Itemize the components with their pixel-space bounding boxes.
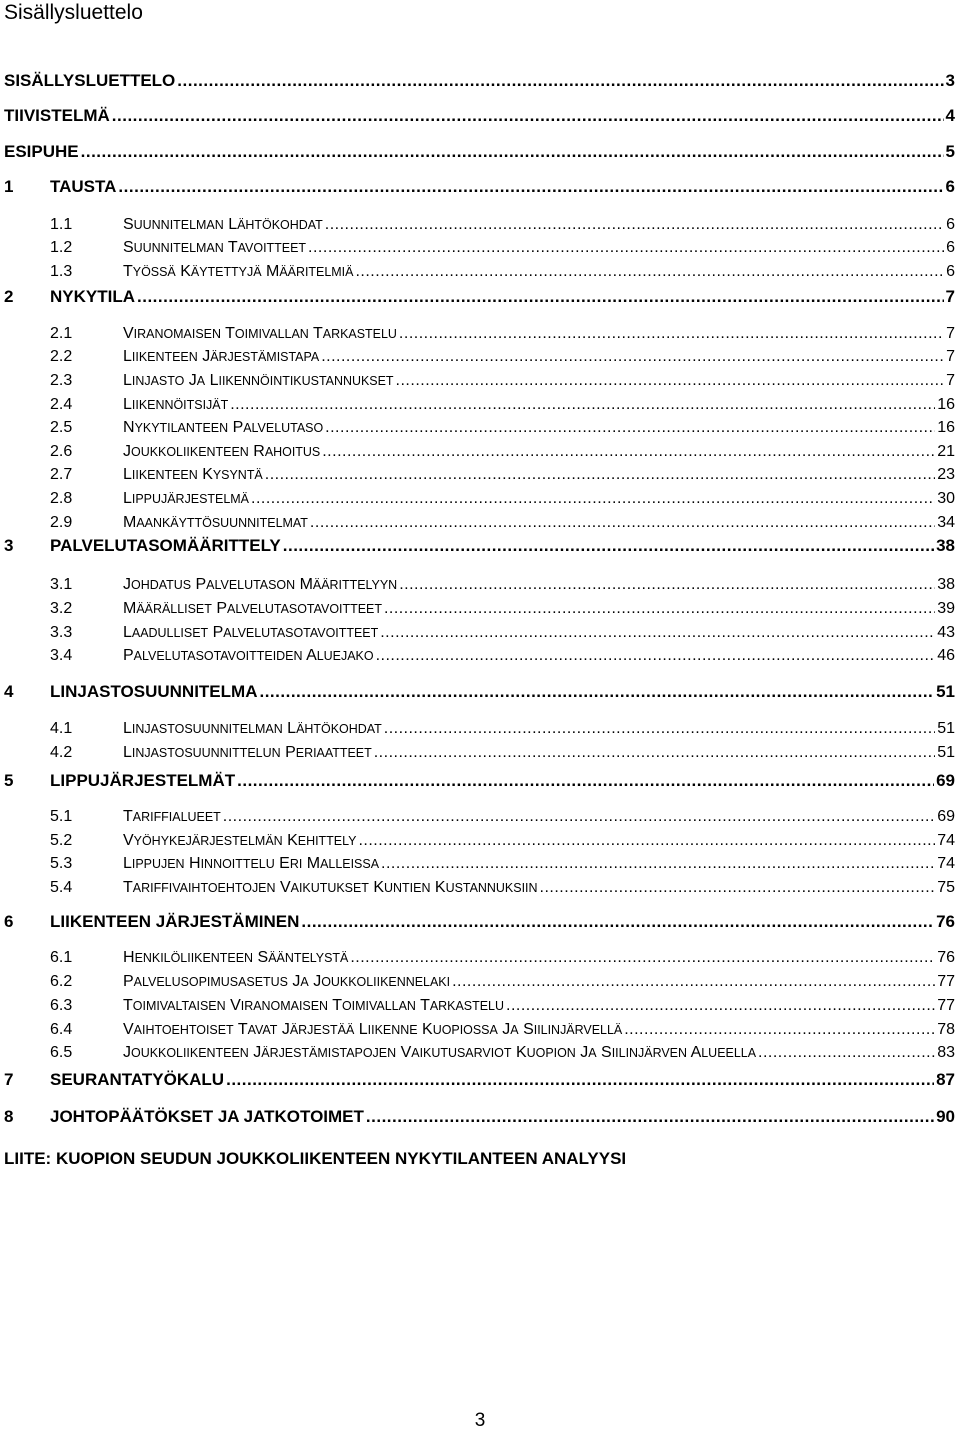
dot-leader bbox=[366, 1106, 934, 1128]
toc-entry-page: 69 bbox=[936, 771, 955, 790]
toc-entry[interactable] bbox=[0, 806, 955, 828]
toc-entry-page: 7 bbox=[946, 348, 955, 365]
toc-entry[interactable] bbox=[0, 370, 955, 392]
toc-entry-title: TYÖSSÄ KÄYTETTYJÄ MÄÄRITELMIÄ bbox=[123, 263, 354, 280]
dot-leader bbox=[355, 261, 944, 283]
dot-leader bbox=[177, 70, 943, 92]
toc-entry-number: 2 bbox=[4, 287, 14, 306]
toc-entry-number: 5 bbox=[4, 771, 14, 790]
toc-entry-title: LINJASTOSUUNNITELMA bbox=[50, 682, 258, 701]
toc-entry[interactable] bbox=[0, 622, 955, 644]
toc-entry[interactable] bbox=[0, 681, 955, 703]
toc-entry-page: 6 bbox=[946, 239, 955, 256]
toc-entry-number: 2.5 bbox=[50, 419, 73, 436]
toc-entry-page: 74 bbox=[937, 855, 955, 872]
toc-entry-title: MÄÄRÄLLISET PALVELUTASOTAVOITTEET bbox=[123, 600, 382, 617]
dot-leader bbox=[283, 535, 934, 557]
toc-entry[interactable] bbox=[0, 323, 955, 345]
toc-entry-page: 74 bbox=[937, 832, 955, 849]
dot-leader bbox=[376, 645, 936, 667]
toc-entry[interactable] bbox=[0, 512, 955, 534]
page-heading: Sisällysluettelo bbox=[4, 1, 143, 24]
toc-entry-title: LIIKENTEEN JÄRJESTÄMINEN bbox=[50, 912, 300, 931]
toc-entry-number: 3.1 bbox=[50, 576, 73, 593]
appendix-title: LIITE: KUOPION SEUDUN JOUKKOLIIKENTEEN NYKYTILANTEEN ANALYYSI bbox=[4, 1149, 627, 1168]
toc-entry-number: 4 bbox=[4, 682, 14, 701]
toc-entry-title: LIPPUJEN HINNOITTELU ERI MALLEISSA bbox=[123, 855, 380, 872]
toc-entry-number: 5.3 bbox=[50, 855, 73, 872]
toc-entry-page: 30 bbox=[937, 490, 955, 507]
dot-leader bbox=[399, 323, 944, 345]
dot-leader bbox=[452, 971, 935, 993]
dot-leader bbox=[325, 214, 944, 236]
dot-leader bbox=[374, 742, 935, 764]
toc-entry-number: 5.4 bbox=[50, 879, 73, 896]
toc-entry[interactable] bbox=[0, 598, 955, 620]
toc-entry-title: ESIPUHE bbox=[4, 142, 79, 161]
toc-entry-page: 6 bbox=[945, 177, 955, 196]
dot-leader bbox=[308, 237, 944, 259]
toc-entry[interactable] bbox=[0, 535, 955, 557]
toc-entry[interactable] bbox=[0, 105, 955, 127]
toc-entry-title: LIIKENTEEN JÄRJESTÄMISTAPA bbox=[123, 348, 320, 365]
dot-leader bbox=[251, 488, 935, 510]
toc-entry[interactable] bbox=[0, 574, 955, 596]
toc-entry-number: 4.1 bbox=[50, 720, 73, 737]
toc-entry-page: 51 bbox=[937, 720, 955, 737]
toc-entry-page: 7 bbox=[946, 372, 955, 389]
toc-entry-number: 1 bbox=[4, 177, 14, 196]
toc-entry[interactable] bbox=[0, 1042, 955, 1064]
dot-leader bbox=[226, 1069, 934, 1091]
toc-entry-number: 3.2 bbox=[50, 600, 73, 617]
toc-entry-title: PALVELUTASOTAVOITTEIDEN ALUEJAKO bbox=[123, 647, 374, 664]
toc-entry[interactable] bbox=[0, 417, 955, 439]
dot-leader bbox=[265, 464, 935, 486]
toc-entry[interactable] bbox=[0, 1106, 955, 1128]
toc-entry-title: NYKYTILA bbox=[50, 287, 135, 306]
toc-entry-page: 7 bbox=[946, 325, 955, 342]
dot-leader bbox=[624, 1019, 935, 1041]
toc-entry-number: 2.1 bbox=[50, 325, 73, 342]
toc-entry[interactable] bbox=[0, 141, 955, 163]
toc-entry-title: TARIFFIVAIHTOEHTOJEN VAIKUTUKSET KUNTIEN KUSTANNUKSIIN bbox=[123, 879, 538, 896]
toc-entry-title: LIIKENNÖITSIJÄT bbox=[123, 396, 229, 413]
toc-entry[interactable] bbox=[0, 971, 955, 993]
dot-leader bbox=[137, 286, 944, 308]
dot-leader bbox=[112, 105, 944, 127]
dot-leader bbox=[506, 995, 935, 1017]
toc-entry-title: SUUNNITELMAN TAVOITTEET bbox=[123, 239, 307, 256]
toc-entry[interactable] bbox=[0, 488, 955, 510]
toc-entry[interactable] bbox=[0, 770, 955, 792]
toc-entry-page: 21 bbox=[937, 443, 955, 460]
toc-entry-number: 6.2 bbox=[50, 973, 73, 990]
toc-entry-title: SEURANTATYÖKALU bbox=[50, 1070, 225, 1089]
dot-leader bbox=[230, 394, 935, 416]
page-number: 3 bbox=[474, 1410, 486, 1431]
toc-entry-number: 6.3 bbox=[50, 997, 73, 1014]
dot-leader bbox=[237, 770, 934, 792]
dot-leader bbox=[358, 830, 935, 852]
toc-entry-title: VYÖHYKEJÄRJESTELMÄN KEHITTELY bbox=[123, 832, 357, 849]
toc-entry-page: 6 bbox=[946, 263, 955, 280]
toc-entry-number: 5.1 bbox=[50, 808, 73, 825]
toc-entry-number: 4.2 bbox=[50, 744, 73, 761]
dot-leader bbox=[223, 806, 935, 828]
toc-entry-page: 77 bbox=[937, 997, 955, 1014]
toc-entry-page: 83 bbox=[937, 1044, 955, 1061]
toc-entry[interactable] bbox=[0, 261, 955, 283]
toc-entry-number: 7 bbox=[4, 1070, 14, 1089]
toc-entry-page: 75 bbox=[937, 879, 955, 896]
toc-entry[interactable] bbox=[0, 214, 955, 236]
toc-entry-number: 6.4 bbox=[50, 1021, 73, 1038]
toc-entry-number: 6 bbox=[4, 912, 14, 931]
toc-entry-page: 39 bbox=[937, 600, 955, 617]
toc-entry-title: JOUKKOLIIKENTEEN JÄRJESTÄMISTAPOJEN VAIKUTUSARVIOT KUOPION JA SIILINJÄRVEN ALUEELLA bbox=[123, 1044, 757, 1061]
toc-entry[interactable] bbox=[0, 237, 955, 259]
toc-entry-number: 3.4 bbox=[50, 647, 73, 664]
toc-entry-page: 43 bbox=[937, 624, 955, 641]
toc-entry-page: 38 bbox=[936, 536, 955, 555]
dot-leader bbox=[540, 877, 936, 899]
toc-entry-page: 38 bbox=[937, 576, 955, 593]
toc-entry-number: 1.3 bbox=[50, 263, 73, 280]
toc-entry-page: 16 bbox=[937, 396, 955, 413]
toc-entry-number: 3 bbox=[4, 536, 14, 555]
toc-entry[interactable] bbox=[0, 286, 955, 308]
toc-entry-page: 76 bbox=[937, 949, 955, 966]
toc-entry-page: 51 bbox=[936, 682, 955, 701]
toc-entry[interactable] bbox=[0, 853, 955, 875]
toc-entry[interactable] bbox=[0, 441, 955, 463]
dot-leader bbox=[384, 718, 935, 740]
toc-entry-title: VIRANOMAISEN TOIMIVALLAN TARKASTELU bbox=[123, 325, 397, 342]
dot-leader bbox=[396, 370, 945, 392]
toc-entry-title: LINJASTO JA LIIKENNÖINTIKUSTANNUKSET bbox=[123, 372, 394, 389]
toc-entry-number: 5.2 bbox=[50, 832, 73, 849]
toc-entry-page: 3 bbox=[945, 71, 955, 90]
toc-entry-title: NYKYTILANTEEN PALVELUTASO bbox=[123, 419, 324, 436]
toc-entry[interactable] bbox=[0, 911, 955, 933]
dot-leader bbox=[118, 176, 943, 198]
toc-entry[interactable] bbox=[0, 176, 955, 198]
toc-entry[interactable] bbox=[0, 947, 955, 969]
toc-entry-title: VAIHTOEHTOISET TAVAT JÄRJESTÄÄ LIIKENNE KUOPIOSSA JA SIILINJÄRVELLÄ bbox=[123, 1021, 623, 1038]
toc-entry-title: LIPPUJÄRJESTELMÄ bbox=[123, 490, 250, 507]
toc-entry[interactable] bbox=[0, 464, 955, 486]
toc-entry[interactable] bbox=[0, 70, 955, 92]
toc-entry[interactable] bbox=[0, 877, 955, 899]
toc-entry-title: PALVELUTASOMÄÄRITTELY bbox=[50, 536, 281, 555]
dot-leader bbox=[399, 574, 935, 596]
dot-leader bbox=[81, 141, 944, 163]
toc-entry-page: 87 bbox=[936, 1070, 955, 1089]
toc-entry-page: 76 bbox=[936, 912, 955, 931]
toc-entry-title: LINJASTOSUUNNITELMAN LÄHTÖKOHDAT bbox=[123, 720, 382, 737]
toc-entry-number: 2.2 bbox=[50, 348, 73, 365]
toc-entry-title: TOIMIVALTAISEN VIRANOMAISEN TOIMIVALLAN TARKASTELU bbox=[123, 997, 504, 1014]
toc-entry[interactable] bbox=[0, 394, 955, 416]
toc-entry-number: 2.6 bbox=[50, 443, 73, 460]
toc-entry-page: 51 bbox=[937, 744, 955, 761]
toc-entry-title: TAUSTA bbox=[50, 177, 117, 196]
toc-entry-title: PALVELUSOPIMUSASETUS JA JOUKKOLIIKENNELAKI bbox=[123, 973, 451, 990]
toc-entry-number: 1.2 bbox=[50, 239, 73, 256]
dot-leader bbox=[384, 598, 935, 620]
toc-entry-title: JOHTOPÄÄTÖKSET JA JATKOTOIMET bbox=[50, 1107, 364, 1126]
toc-entry[interactable] bbox=[0, 995, 955, 1017]
dot-leader bbox=[321, 346, 944, 368]
toc-entry-title: LINJASTOSUUNNITTELUN PERIAATTEET bbox=[123, 744, 372, 761]
toc-entry-title: LIPPUJÄRJESTELMÄT bbox=[50, 771, 236, 790]
toc-entry-number: 3.3 bbox=[50, 624, 73, 641]
toc-entry-number: 2.4 bbox=[50, 396, 73, 413]
toc-entry-title: LAADULLISET PALVELUTASOTAVOITTEET bbox=[123, 624, 379, 641]
toc-entry-number: 2.3 bbox=[50, 372, 73, 389]
toc-entry-title: SUUNNITELMAN LÄHTÖKOHDAT bbox=[123, 216, 323, 233]
dot-leader bbox=[380, 622, 935, 644]
toc-entry-title: MAANKÄYTTÖSUUNNITELMAT bbox=[123, 514, 308, 531]
dot-leader bbox=[381, 853, 935, 875]
toc-entry-page: 77 bbox=[937, 973, 955, 990]
toc-entry[interactable] bbox=[0, 1019, 955, 1041]
toc-entry-page: 5 bbox=[945, 142, 955, 161]
dot-leader bbox=[301, 911, 934, 933]
toc-entry-page: 90 bbox=[936, 1107, 955, 1126]
toc-entry-page: 23 bbox=[937, 466, 955, 483]
toc-entry-number: 2.8 bbox=[50, 490, 73, 507]
toc-entry-title: JOUKKOLIIKENTEEN RAHOITUS bbox=[123, 443, 321, 460]
toc-entry-page: 6 bbox=[946, 216, 955, 233]
toc-entry-page: 16 bbox=[937, 419, 955, 436]
toc-entry-number: 2.9 bbox=[50, 514, 73, 531]
toc-entry-number: 6.1 bbox=[50, 949, 73, 966]
dot-leader bbox=[322, 441, 935, 463]
toc-entry-number: 8 bbox=[4, 1107, 14, 1126]
toc-entry-page: 78 bbox=[937, 1021, 955, 1038]
toc-entry-title: JOHDATUS PALVELUTASON MÄÄRITTELYYN bbox=[123, 576, 398, 593]
toc-entry-number: 6.5 bbox=[50, 1044, 73, 1061]
toc-entry[interactable] bbox=[0, 830, 955, 852]
toc-entry-title: TARIFFIALUEET bbox=[123, 808, 221, 825]
toc-entry-page: 69 bbox=[937, 808, 955, 825]
dot-leader bbox=[310, 512, 935, 534]
toc-entry-number: 2.7 bbox=[50, 466, 73, 483]
toc-entry-page: 4 bbox=[945, 106, 955, 125]
toc-entry[interactable] bbox=[0, 645, 955, 667]
toc-entry[interactable] bbox=[0, 1069, 955, 1091]
toc-entry-title: HENKILÖLIIKENTEEN SÄÄNTELYSTÄ bbox=[123, 949, 349, 966]
toc-entry-page: 34 bbox=[937, 514, 955, 531]
dot-leader bbox=[325, 417, 935, 439]
toc-entry-number: 1.1 bbox=[50, 216, 73, 233]
toc-entry-title: SISÄLLYSLUETTELO bbox=[4, 71, 176, 90]
toc-entry-page: 46 bbox=[937, 647, 955, 664]
toc-entry-title: TIIVISTELMÄ bbox=[4, 106, 110, 125]
dot-leader bbox=[758, 1042, 935, 1064]
toc-entry-page: 7 bbox=[945, 287, 955, 306]
toc-entry[interactable] bbox=[0, 742, 955, 764]
toc-entry[interactable] bbox=[0, 718, 955, 740]
toc-entry-title: LIIKENTEEN KYSYNTÄ bbox=[123, 466, 263, 483]
toc-entry[interactable] bbox=[0, 346, 955, 368]
dot-leader bbox=[259, 681, 934, 703]
dot-leader bbox=[350, 947, 935, 969]
